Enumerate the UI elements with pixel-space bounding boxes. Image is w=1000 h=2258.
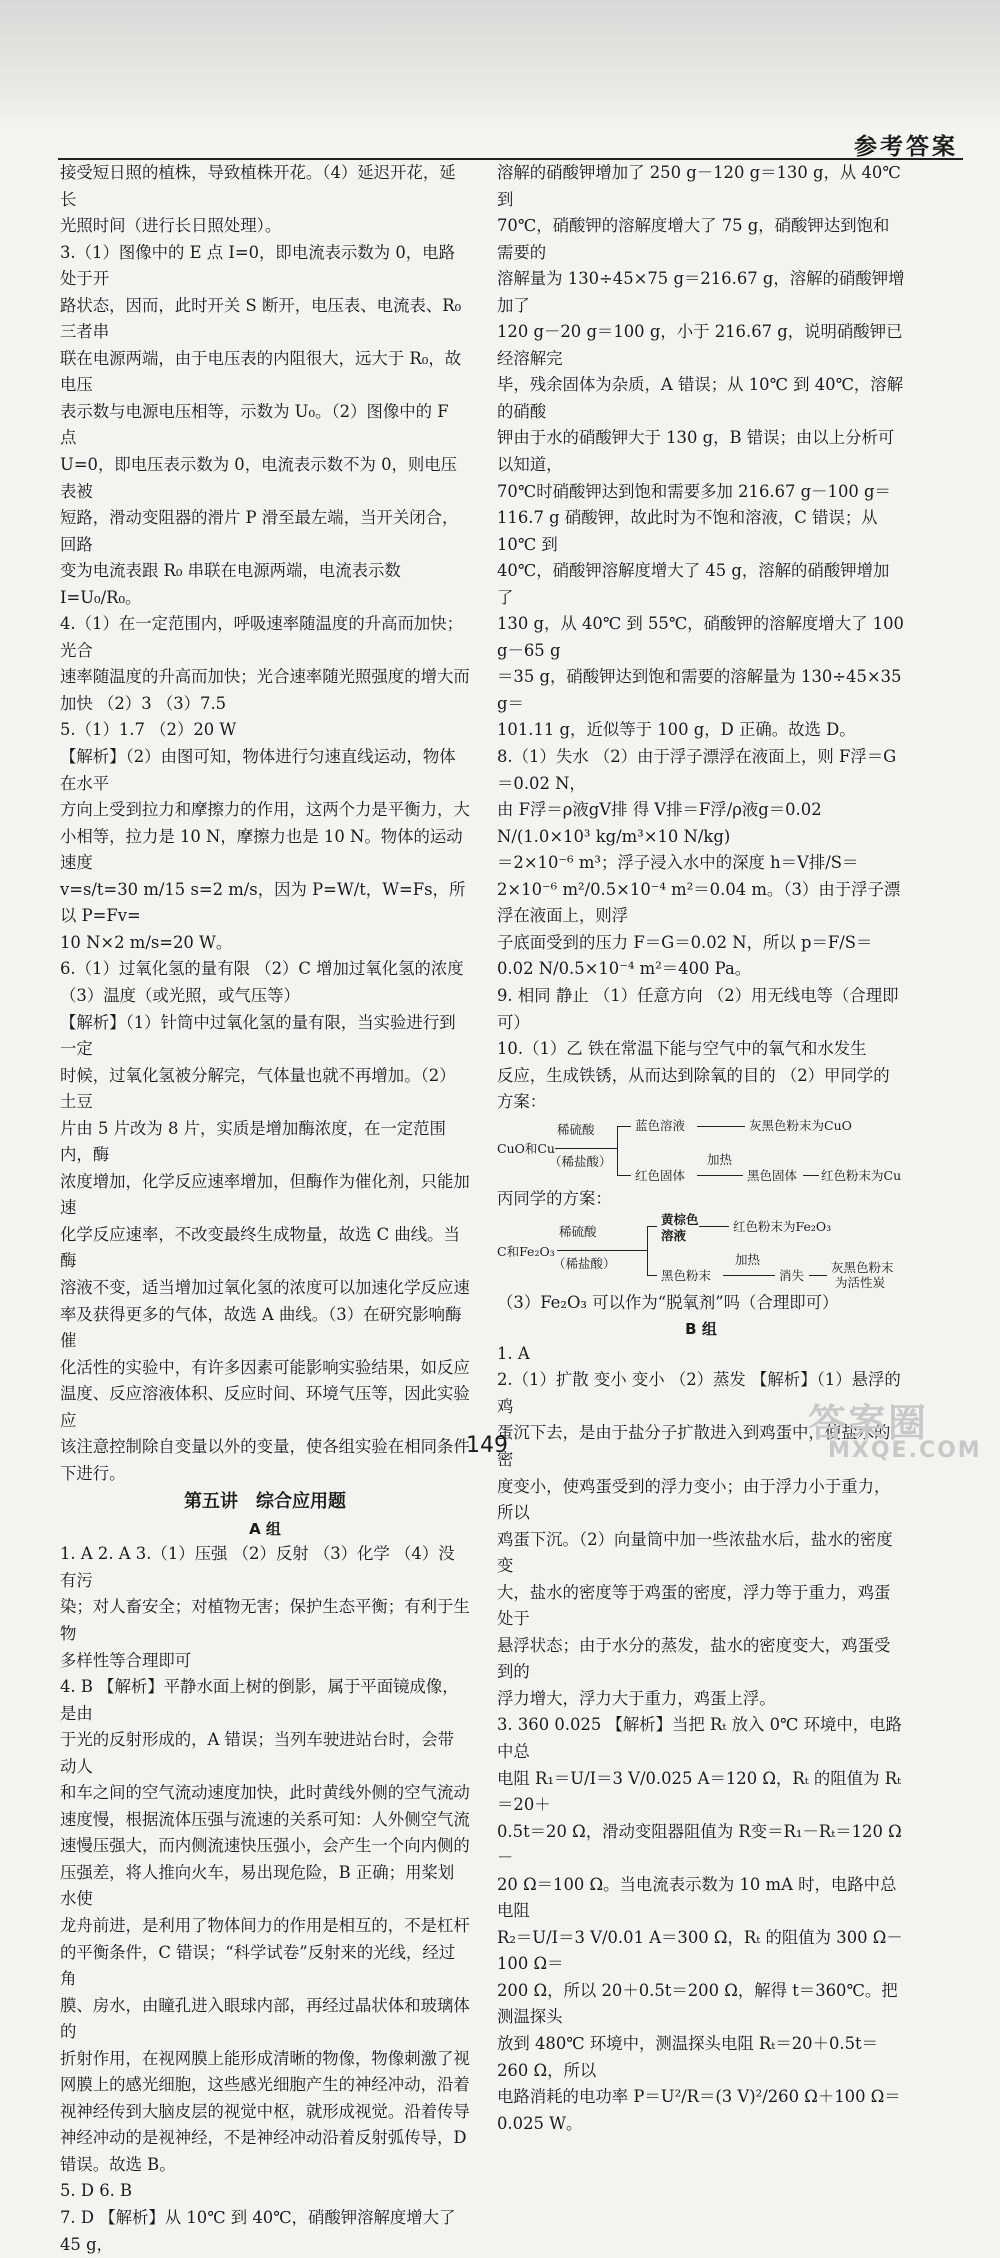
text-line: （3）Fe₂O₃ 可以作为“脱氧剂”吗（合理即可） <box>497 1293 839 1313</box>
text-line: 5. D 6. B <box>60 2181 133 2201</box>
text-line: 20 Ω＝100 Ω。当电流表示数为 10 mA 时，电路中总电阻 <box>497 1874 897 1921</box>
text-line: 溶液不变，适当增加过氧化氢的浓度可以加速化学反应速 <box>60 1277 470 1297</box>
text-line: 化学反应速率，不改变最终生成物量，故选 C 曲线。当酶 <box>60 1224 460 1271</box>
text-line: 光照时间（进行长日照处理）。 <box>60 216 282 236</box>
text-line: 毕，残余固体为杂质，A 错误；从 10℃ 到 40℃，溶解的硝酸 <box>497 375 904 421</box>
text-line: R₂＝U/I＝3 V/0.01 A＝300 Ω，Rₜ 的阻值为 300 Ω－100 Ω＝ <box>497 1927 903 1974</box>
text-line: 神经冲动的是视神经，不是神经冲动沿着反射弧传导，D <box>60 2128 467 2148</box>
text-line: 浓度增加，化学反应速率增加，但酶作为催化剂，只能加速 <box>60 1171 470 1218</box>
text-line: 于光的反射形成的，A 错误；当列车驶进站台时，会带动人 <box>60 1730 455 1776</box>
text-line: 70℃时硝酸钾达到饱和需要多加 216.67 g－100 g＝ <box>497 481 891 501</box>
right-answers-block-2 <box>497 1290 905 1317</box>
flow-diagram-jia <box>497 1116 905 1186</box>
text-line: 压强差，将人推向火车，易出现危险，B 正确；用桨划水使 <box>60 1862 455 1909</box>
d1-branch2-mid: 黑色固体 <box>747 1167 798 1183</box>
text-line: 时候，过氧化氢被分解完，气体量也就不再增加。（2）土豆 <box>60 1065 456 1112</box>
page-number: 149 <box>466 1433 508 1458</box>
text-line: 悬浮状态；由于水分的蒸发，盐水的密度变大，鸡蛋受到的 <box>497 1635 891 1682</box>
d1-start: CuO和Cu <box>497 1140 555 1156</box>
text-line: 【解析】（1）针筒中过氧化氢的量有限，当实验进行到一定 <box>60 1012 456 1059</box>
text-line: 0.02 N/0.5×10⁻⁴ m²＝400 Pa。 <box>497 959 752 979</box>
d1-branch1: 蓝色溶液 <box>635 1117 686 1133</box>
text-line: 速慢压强大，而内侧流速快压强小，会产生一个向内侧的 <box>60 1836 470 1856</box>
text-line: 染；对人畜安全；对植物无害；保护生态平衡；有利于生物 <box>60 1597 470 1643</box>
text-line: 错误。故选 B。 <box>60 2154 176 2174</box>
plan-c-label: 丙同学的方案： <box>497 1188 612 1208</box>
text-line: 电路消耗的电功率 P＝U²/R＝(3 V)²/260 Ω＋100 Ω＝0.025 W。 <box>497 2087 901 2133</box>
text-line: 4.（1）在一定范围内，呼吸速率随温度的升高而加快；光合 <box>60 614 464 660</box>
text-line: 折射作用，在视网膜上能形成清晰的物像，物像刺激了视 <box>60 2048 470 2068</box>
text-line: 该注意控制除自变量以外的变量，使各组实验在相同条件 <box>60 1437 470 1457</box>
text-line: 的平衡条件，C 错误；“科学试卷”反射来的光线，经过角 <box>60 1942 456 1989</box>
d1-reagent-top: 稀硫酸 <box>557 1121 595 1137</box>
text-line: 放到 480℃ 环境中，测温探头电阻 Rₜ＝20＋0.5t＝260 Ω，所以 <box>497 2034 879 2080</box>
text-line: 电阻 R₁＝U/I＝3 V/0.025 A＝120 Ω，Rₜ 的阻值为 Rₜ＝20＋ <box>497 1768 902 1815</box>
d1-branch2-result: 红色粉末为Cu <box>821 1167 902 1183</box>
text-line: 浮力增大，浮力大于重力，鸡蛋上浮。 <box>497 1688 776 1708</box>
text-line: 短路，滑动变阻器的滑片 P 滑至最左端，当开关闭合，回路 <box>60 508 459 554</box>
group-b-title: B 组 <box>685 1319 717 1338</box>
text-line: 子底面受到的压力 F＝G＝0.02 N，所以 p＝F/S＝ <box>497 932 873 952</box>
text-line: U=0，即电压表示数为 0，电流表示数不为 0，则电压表被 <box>60 455 458 501</box>
d1-branch2: 红色固体 <box>635 1167 686 1183</box>
d2-branch1-a: 黄棕色 <box>661 1212 699 1228</box>
left-answers-block <box>60 160 470 1487</box>
text-line: 接受短日照的植株，导致植株开花。（4）延迟开花，延长 <box>60 163 456 209</box>
text-line: 加快 （2）3 （3）7.5 <box>60 693 227 713</box>
text-line: 表示数与电源电压相等，示数为 U₀。（2）图像中的 F 点 <box>60 401 449 448</box>
d2-branch2-result-b: 为活性炭 <box>835 1275 886 1291</box>
text-line: 膜、房水，由瞳孔进入眼球内部，再经过晶状体和玻璃体的 <box>60 1995 470 2042</box>
text-line: ＝2×10⁻⁶ m³；浮子浸入水中的深度 h＝V排/S＝ <box>497 853 859 873</box>
text-line: 120 g－20 g＝100 g，小于 216.67 g，说明硝酸钾已经溶解完 <box>497 322 903 368</box>
text-line: 化活性的实验中，有许多因素可能影响实验结果，如反应 <box>60 1357 470 1377</box>
text-line: 70℃，硝酸钾的溶解度增大了 75 g，硝酸钾达到饱和需要的 <box>497 216 890 262</box>
text-line: 方向上受到拉力和摩擦力的作用，这两个力是平衡力，大 <box>60 800 470 820</box>
right-answers-block <box>497 160 905 1116</box>
text-line: 度变小，使鸡蛋受到的浮力变小；由于浮力小于重力，所以 <box>497 1476 891 1523</box>
text-line: v=s/t=30 m/15 s=2 m/s，因为 P=W/t，W=Fs，所以 P=Fv= <box>60 879 466 926</box>
text-line: 10.（1）乙 铁在常温下能与空气中的氧气和水发生 <box>497 1039 867 1059</box>
d2-branch2: 黑色粉末 <box>661 1268 712 1284</box>
right-column <box>497 160 905 2137</box>
text-line: 变为电流表跟 R₀ 串联在电源两端，电流表示数 I=U₀/R₀。 <box>60 561 401 607</box>
text-line: 率及获得更多的气体，故选 A 曲线。（3）在研究影响酶催 <box>60 1304 462 1351</box>
text-line: 8.（1）失水 （2）由于浮子漂浮在液面上，则 F浮＝G＝0.02 N， <box>497 747 897 793</box>
text-line: 0.5t＝20 Ω，滑动变阻器阻值为 R变＝R₁－Rₜ＝120 Ω－ <box>497 1821 902 1868</box>
text-line: 多样性等合理即可 <box>60 1650 192 1670</box>
text-line: 1. A <box>497 1343 530 1363</box>
text-line: 6.（1）过氧化氢的量有限 （2）C 增加过氧化氢的浓度 <box>60 959 464 979</box>
text-line: 大，盐水的密度等于鸡蛋的密度，浮力等于重力，鸡蛋处于 <box>497 1582 891 1629</box>
d1-heat: 加热 <box>707 1151 733 1167</box>
text-line: 小相等，拉力是 10 N，摩擦力也是 10 N。物体的运动速度 <box>60 826 463 873</box>
text-line: 5.（1）1.7 （2）20 W <box>60 720 237 740</box>
watermark-url: MXQE.COM <box>828 1438 982 1463</box>
left-answers-block-2 <box>60 1541 470 2258</box>
text-line: 101.11 g，近似等于 100 g，D 正确。故选 D。 <box>497 720 856 740</box>
watermark-text: 答案圈 <box>808 1401 929 1445</box>
left-column <box>60 160 470 2258</box>
text-line: 反应，生成铁锈，从而达到除氧的目的 （2）甲同学的 <box>497 1065 890 1085</box>
text-line: 3. 360 0.025 【解析】当把 Rₜ 放入 0℃ 环境中，电路中总 <box>497 1715 902 1761</box>
text-line: 钾由于水的硝酸钾大于 130 g，B 错误；由以上分析可以知道， <box>497 428 895 475</box>
text-line: 蛋沉下去，是由于盐分子扩散进入到鸡蛋中，使盐水的密 <box>497 1423 891 1469</box>
text-line: 7. D 【解析】从 10℃ 到 40℃，硝酸钾溶解度增大了 45 g， <box>60 2208 456 2254</box>
text-line: 溶解量为 130÷45×75 g＝216.67 g，溶解的硝酸钾增加了 <box>497 269 905 315</box>
text-line: 1. A 2. A 3.（1）压强 （2）反射 （3）化学 （4）没有污 <box>60 1544 455 1590</box>
text-line: 下进行。 <box>60 1463 126 1483</box>
text-line: 和车之间的空气流动速度加快，此时黄线外侧的空气流动 <box>60 1783 470 1803</box>
d1-reagent-bottom: （稀盐酸） <box>549 1153 612 1169</box>
text-line: 方案： <box>497 1092 547 1112</box>
d1-branch1-result: 灰黑色粉末为CuO <box>749 1117 852 1133</box>
d2-reagent-bottom: （稀盐酸） <box>553 1256 616 1272</box>
text-line: 片由 5 片改为 8 片，实质是增加酶浓度，在一定范围内，酶 <box>60 1118 446 1165</box>
text-line: 龙舟前进，是利用了物体间力的作用是相互的，不是杠杆 <box>60 1916 470 1935</box>
text-line: 视神经传到大脑皮层的视觉中枢，就形成视觉。沿着传导 <box>60 2101 470 2121</box>
text-line: 【解析】（2）由图可知，物体进行匀速直线运动，物体在水平 <box>60 747 456 793</box>
d2-branch1-result: 红色粉末为Fe₂O₃ <box>733 1219 832 1235</box>
text-line: 溶解的硝酸钾增加了 250 g－120 g＝130 g，从 40℃ 到 <box>497 163 901 209</box>
text-line: 40℃，硝酸钾溶解度增大了 45 g，溶解的硝酸钾增加了 <box>497 561 890 607</box>
watermark-logo <box>808 1392 988 1472</box>
text-line: 116.7 g 硝酸钾，故此时为不饱和溶液，C 错误；从 10℃ 到 <box>497 508 878 554</box>
group-a-title: A 组 <box>249 1520 281 1539</box>
d2-heat: 加热 <box>735 1252 761 1268</box>
section-title: 第五讲 综合应用题 <box>184 1491 346 1513</box>
text-line: （3）温度（或光照，或气压等） <box>60 985 300 1005</box>
text-line: 网膜上的感光细胞，这些感光细胞产生的神经冲动，沿着 <box>60 2075 470 2095</box>
text-line: 10 N×2 m/s=20 W。 <box>60 932 233 952</box>
text-line: 速度慢，根据流体压强与流速的关系可知：人外侧空气流 <box>60 1809 470 1829</box>
d2-branch2-mid: 消失 <box>779 1268 805 1284</box>
page-header-title: 参考答案 <box>854 134 958 160</box>
text-line: 130 g，从 40℃ 到 55℃，硝酸钾的溶解度增大了 100 g－65 g <box>497 614 904 660</box>
text-line: ＝35 g，硝酸钾达到饱和需要的溶解量为 130÷45×35 g＝ <box>497 667 902 713</box>
text-line: 路状态，因而，此时开关 S 断开，电压表、电流表、R₀ 三者串 <box>60 295 462 342</box>
text-line: 2.（1）扩散 变小 变小 （2）蒸发 【解析】（1）悬浮的鸡 <box>497 1370 901 1416</box>
d2-start: C和Fe₂O₃ <box>497 1244 555 1260</box>
text-line: 由 F浮＝ρ液gV排 得 V排＝F浮/ρ液g＝0.02 N/(1.0×10³ kg/m³×10 N/kg) <box>497 800 822 846</box>
top-shade <box>0 0 1000 125</box>
d2-reagent-top: 稀硫酸 <box>559 1224 597 1240</box>
text-line: 200 Ω，所以 20＋0.5t＝200 Ω，解得 t＝360℃。把测温探头 <box>497 1980 898 2027</box>
text-line: 联在电源两端，由于电压表的内阻很大，远大于 R₀，故电压 <box>60 348 462 395</box>
text-line: 4. B 【解析】平静水面上树的倒影，属于平面镜成像，是由 <box>60 1677 459 1723</box>
text-line: 速率随温度的升高而加快；光合速率随光照强度的增大而 <box>60 667 470 687</box>
text-line: 3.（1）图像中的 E 点 I=0，即电流表示数为 0，电路处于开 <box>60 242 455 289</box>
text-line: 9. 相同 静止 （1）任意方向 （2）用无线电等（合理即可） <box>497 985 899 1032</box>
text-line: 温度、反应溶液体积、反应时间、环境气压等，因此实验应 <box>60 1384 470 1430</box>
d2-branch2-result-a: 灰黑色粉末 <box>831 1260 894 1276</box>
text-line: 鸡蛋下沉。（2）向量筒中加一些浓盐水后，盐水的密度变 <box>497 1529 893 1576</box>
flow-diagram-bing <box>497 1212 905 1290</box>
d2-branch1-b: 溶液 <box>661 1228 687 1244</box>
text-line: 2×10⁻⁶ m²/0.5×10⁻⁴ m²＝0.04 m。（3）由于浮子漂浮在液面上，则浮 <box>497 879 901 926</box>
